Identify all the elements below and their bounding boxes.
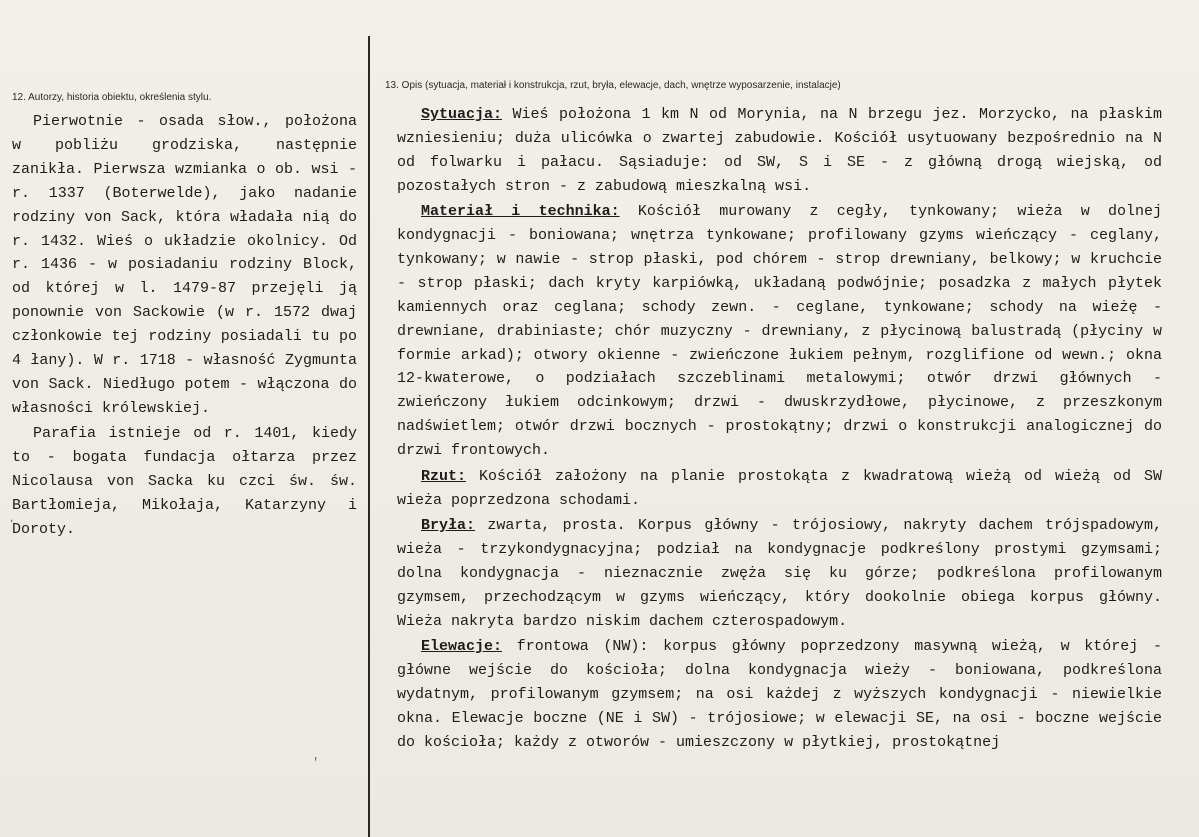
section-text: zwarta, prosta. Korpus główny - trójosiowy, nakryty dachem trójspadowym, wieża - trzykondygnacyjna; podział na kondygnacje podkreślony prostymi gzymsami; dolna kondygnacja - nieznacznie zwęża się ku górze; podkreślona profilowanym gzymsem, przechodzącym w gzyms wieńczący, który dookolnie obiega korpus główny. Wieża nakryta bardzo niskim dachem czterospadowym. [397, 516, 1162, 630]
section-text: Wieś położona 1 km N od Morynia, na N brzegu jez. Morzycko, na płaskim wzniesieniu; duża ulicówka o zwartej zabudowie. Kościół usytuowany bezpośrednio na N od folwarku i pałacu. Sąsiaduje: od SW, S i SE - z główną drogą wiejską, od pozostałych stron - z zabudową mieszkalną wsi. [397, 106, 1162, 195]
column-divider [368, 36, 370, 837]
history-column [12, 110, 357, 543]
section-label: Bryła: [421, 516, 476, 534]
section-form [397, 514, 1162, 634]
section-elevations [397, 635, 1162, 755]
description-section-header: 13. Opis (sytuacja, materiał i konstrukcja, rzut, bryła, elewacje, dach, wnętrze wyposarzenie, instalacje) [385, 80, 841, 91]
parish-paragraph: Parafia istnieje od r. 1401, kiedy to - bogata fundacja ołtarza przez Nicolausa von Sacka ku czci św. św. Bartłomieja, Mikołaja, Katarzyny i Doroty. [12, 425, 357, 538]
section-plan [397, 465, 1162, 513]
section-material [397, 200, 1162, 463]
history-section-header: 12. Autorzy, historia obiektu, określenia stylu. [12, 92, 212, 103]
ink-speck: ' [312, 756, 320, 770]
section-label: Elewacje: [421, 637, 503, 655]
section-label: Rzut: [421, 467, 467, 485]
section-text: Kościół założony na planie prostokąta z kwadratową wieżą od wieżą od SW wieża poprzedzona schodami. [397, 467, 1162, 509]
section-text: frontowa (NW): korpus główny poprzedzony masywną wieżą, w której - główne wejście do kościoła; dolna kondygnacja wieży - boniowana, podkreślona wydatnym, profilowanym gzymsem; na osi każdej z wyższych kondygnacji - niewielkie okna. Elewacje boczne (NE i SW) - trójosiowe; w elewacji SE, na osi - boczne wejście do kościoła; każdy z otworów - umieszczony w płytkiej, prostokątnej [397, 637, 1162, 751]
section-situation [397, 103, 1162, 199]
section-text: Kościół murowany z cegły, tynkowany; wieża w dolnej kondygnacji - boniowana; wnętrza tynkowane; profilowany gzyms wieńczący - ceglany, tynkowany; w nawie - strop płaski, pod chórem - strop drewniany, belkowy; w kruchcie - strop płaski; dach kryty karpiówką, układaną podwójnie; posadzka z małych płytek kamiennych oraz ceglana; schody zewn. - ceglane, tynkowane; schody na wieżę - drewniane, drabiniaste; chór muzyczny - drewniany, z płycinową balustradą (płyciny w formie arkad); otwory okienne - zwieńczone łukiem pełnym, rozglifione od wewn.; okna 12-kwaterowe, o podziałach szczeblinami metalowymi; otwór drzwi głównych - zwieńczony łukiem odcinkowym; drzwi - dwuskrzydłowe, płycinowe, z przeszkonym nadświetlem; otwór drzwi bocznych - prostokątny; drzwi o konstrukcji analogicznej do drzwi frontowych. [397, 203, 1162, 460]
description-column [397, 103, 1162, 756]
section-label: Materiał i technika: [421, 203, 620, 221]
section-label: Sytuacja: [421, 106, 503, 123]
ink-speck: · [8, 514, 16, 528]
history-paragraph: Pierwotnie - osada słow., położona w pobliżu grodziska, następnie zanikła. Pierwsza wzmianka o ob. wsi - r. 1337 (Boterwelde), jako nadanie rodziny von Sack, która władała nią do r. 1432. Wieś o układzie okolnicy. Od r. 1436 - w posiadaniu rodziny Block, od której w l. 1479-87 przejęli ją ponownie von Sackowie (w r. 1572 dwaj członkowie tej rodziny posiadali tu po 4 łany). W r. 1718 - własność Zygmunta von Sack. Niedługo potem - włączona do własności królewskiej. [12, 113, 357, 417]
